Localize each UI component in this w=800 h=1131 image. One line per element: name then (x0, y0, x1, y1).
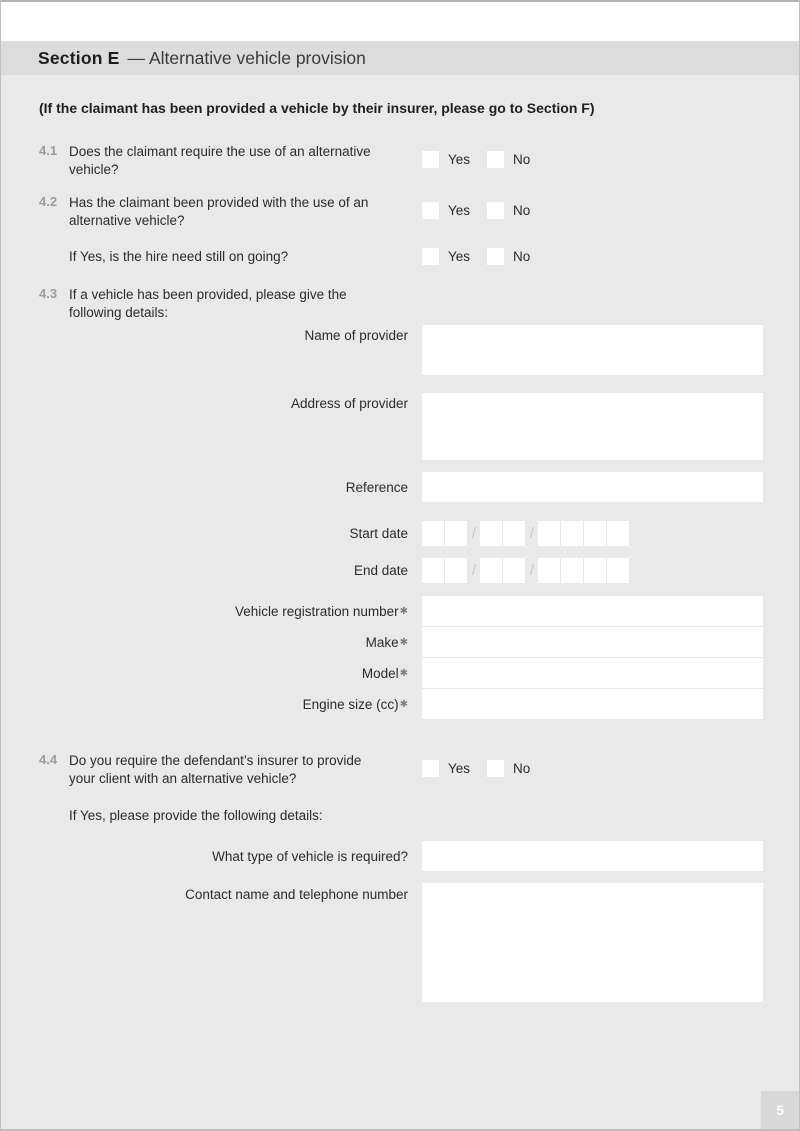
start-date-month-2[interactable] (503, 521, 525, 546)
hire-ongoing-yes-checkbox[interactable] (422, 248, 439, 265)
end-date-year-2[interactable] (561, 558, 583, 583)
start-date-label: Start date (349, 526, 408, 541)
question-4-3-number: 4.3 (39, 286, 58, 301)
question-4-4-text: Do you require the defendant’s insurer to provide your client with an alternative vehicle? (69, 753, 362, 786)
name-of-provider-label: Name of provider (304, 328, 408, 343)
model-label (39, 658, 408, 688)
start-date-month-1[interactable] (480, 521, 502, 546)
question-4-4-number: 4.4 (39, 752, 58, 767)
date-separator: / (471, 525, 477, 542)
top-margin-strip (1, 2, 799, 41)
engine-size-label (39, 689, 408, 719)
vehicle-registration-input[interactable] (422, 596, 763, 626)
q44-yes-label: Yes (448, 761, 471, 776)
q41-yes-label: Yes (448, 152, 471, 167)
start-date-year-2[interactable] (561, 521, 583, 546)
start-date-boxes (422, 521, 630, 546)
start-date-year-4[interactable] (607, 521, 629, 546)
vehicle-registration-label (39, 596, 408, 626)
contact-name-phone-label: Contact name and telephone number (185, 887, 408, 902)
question-4-4-followup-text: If Yes, please provide the following details: (69, 808, 323, 823)
section-header (1, 41, 799, 75)
q41-no-checkbox[interactable] (487, 151, 504, 168)
question-4-2-text: Has the claimant been provided with the use of an alternative vehicle? (69, 195, 369, 228)
end-date-year-4[interactable] (607, 558, 629, 583)
end-date-day-2[interactable] (445, 558, 467, 583)
question-4-3-text: If a vehicle has been provided, please give the following details: (69, 287, 347, 320)
reference-input[interactable] (422, 472, 763, 502)
end-date-year-1[interactable] (538, 558, 560, 583)
start-date-day-2[interactable] (445, 521, 467, 546)
page-number-box (761, 1091, 799, 1129)
q42-no-checkbox[interactable] (487, 202, 504, 219)
section-instruction: (If the claimant has been provided a vehicle by their insurer, please go to Section F) (39, 100, 595, 116)
q44-no-label: No (513, 761, 531, 776)
page-number: 5 (776, 1102, 784, 1118)
required-asterisk-icon: ✱ (399, 605, 408, 617)
q41-no-label: No (513, 152, 531, 167)
address-of-provider-label: Address of provider (290, 396, 408, 411)
make-input[interactable] (422, 627, 763, 657)
required-asterisk-icon: ✱ (399, 667, 408, 679)
end-date-boxes (422, 558, 630, 583)
q44-no-checkbox[interactable] (487, 760, 504, 777)
end-date-month-1[interactable] (480, 558, 502, 583)
engine-size-label-text: Engine size (cc) (302, 696, 399, 712)
model-label-text: Model (361, 665, 399, 681)
make-label (39, 627, 408, 657)
name-of-provider-input[interactable] (422, 325, 763, 375)
start-date-year-3[interactable] (584, 521, 606, 546)
hire-ongoing-yes-label: Yes (448, 249, 471, 264)
q41-yes-checkbox[interactable] (422, 151, 439, 168)
date-separator: / (529, 525, 535, 542)
reference-label: Reference (345, 479, 408, 495)
vehicle-type-label: What type of vehicle is required? (212, 848, 408, 864)
q42-yes-label: Yes (448, 203, 471, 218)
date-separator: / (471, 562, 477, 579)
q42-yes-checkbox[interactable] (422, 202, 439, 219)
engine-size-input[interactable] (422, 689, 763, 719)
end-date-month-2[interactable] (503, 558, 525, 583)
question-4-1-number: 4.1 (39, 143, 58, 158)
q42-no-label: No (513, 203, 531, 218)
date-separator: / (529, 562, 535, 579)
vehicle-registration-label-text: Vehicle registration number (235, 603, 399, 619)
model-input[interactable] (422, 658, 763, 688)
question-4-2-number: 4.2 (39, 194, 58, 209)
start-date-day-1[interactable] (422, 521, 444, 546)
q44-yes-checkbox[interactable] (422, 760, 439, 777)
section-label: Section E (38, 47, 120, 68)
question-4-4-options (422, 760, 530, 777)
start-date-year-1[interactable] (538, 521, 560, 546)
section-title: — Alternative vehicle provision (127, 47, 366, 68)
end-date-label: End date (353, 563, 408, 578)
required-asterisk-icon: ✱ (399, 698, 408, 710)
question-4-1-options (422, 151, 530, 168)
end-date-year-3[interactable] (584, 558, 606, 583)
question-hire-ongoing-options (422, 248, 530, 265)
question-hire-ongoing-text: If Yes, is the hire need still on going? (69, 249, 289, 264)
vehicle-type-input[interactable] (422, 841, 763, 871)
question-4-2-options (422, 202, 530, 219)
hire-ongoing-no-label: No (513, 249, 531, 264)
address-of-provider-input[interactable] (422, 393, 763, 460)
required-asterisk-icon: ✱ (399, 636, 408, 648)
make-label-text: Make (365, 634, 399, 650)
hire-ongoing-no-checkbox[interactable] (487, 248, 504, 265)
contact-name-phone-input[interactable] (422, 883, 763, 1002)
question-4-1-text: Does the claimant require the use of an alternative vehicle? (69, 144, 371, 177)
end-date-day-1[interactable] (422, 558, 444, 583)
